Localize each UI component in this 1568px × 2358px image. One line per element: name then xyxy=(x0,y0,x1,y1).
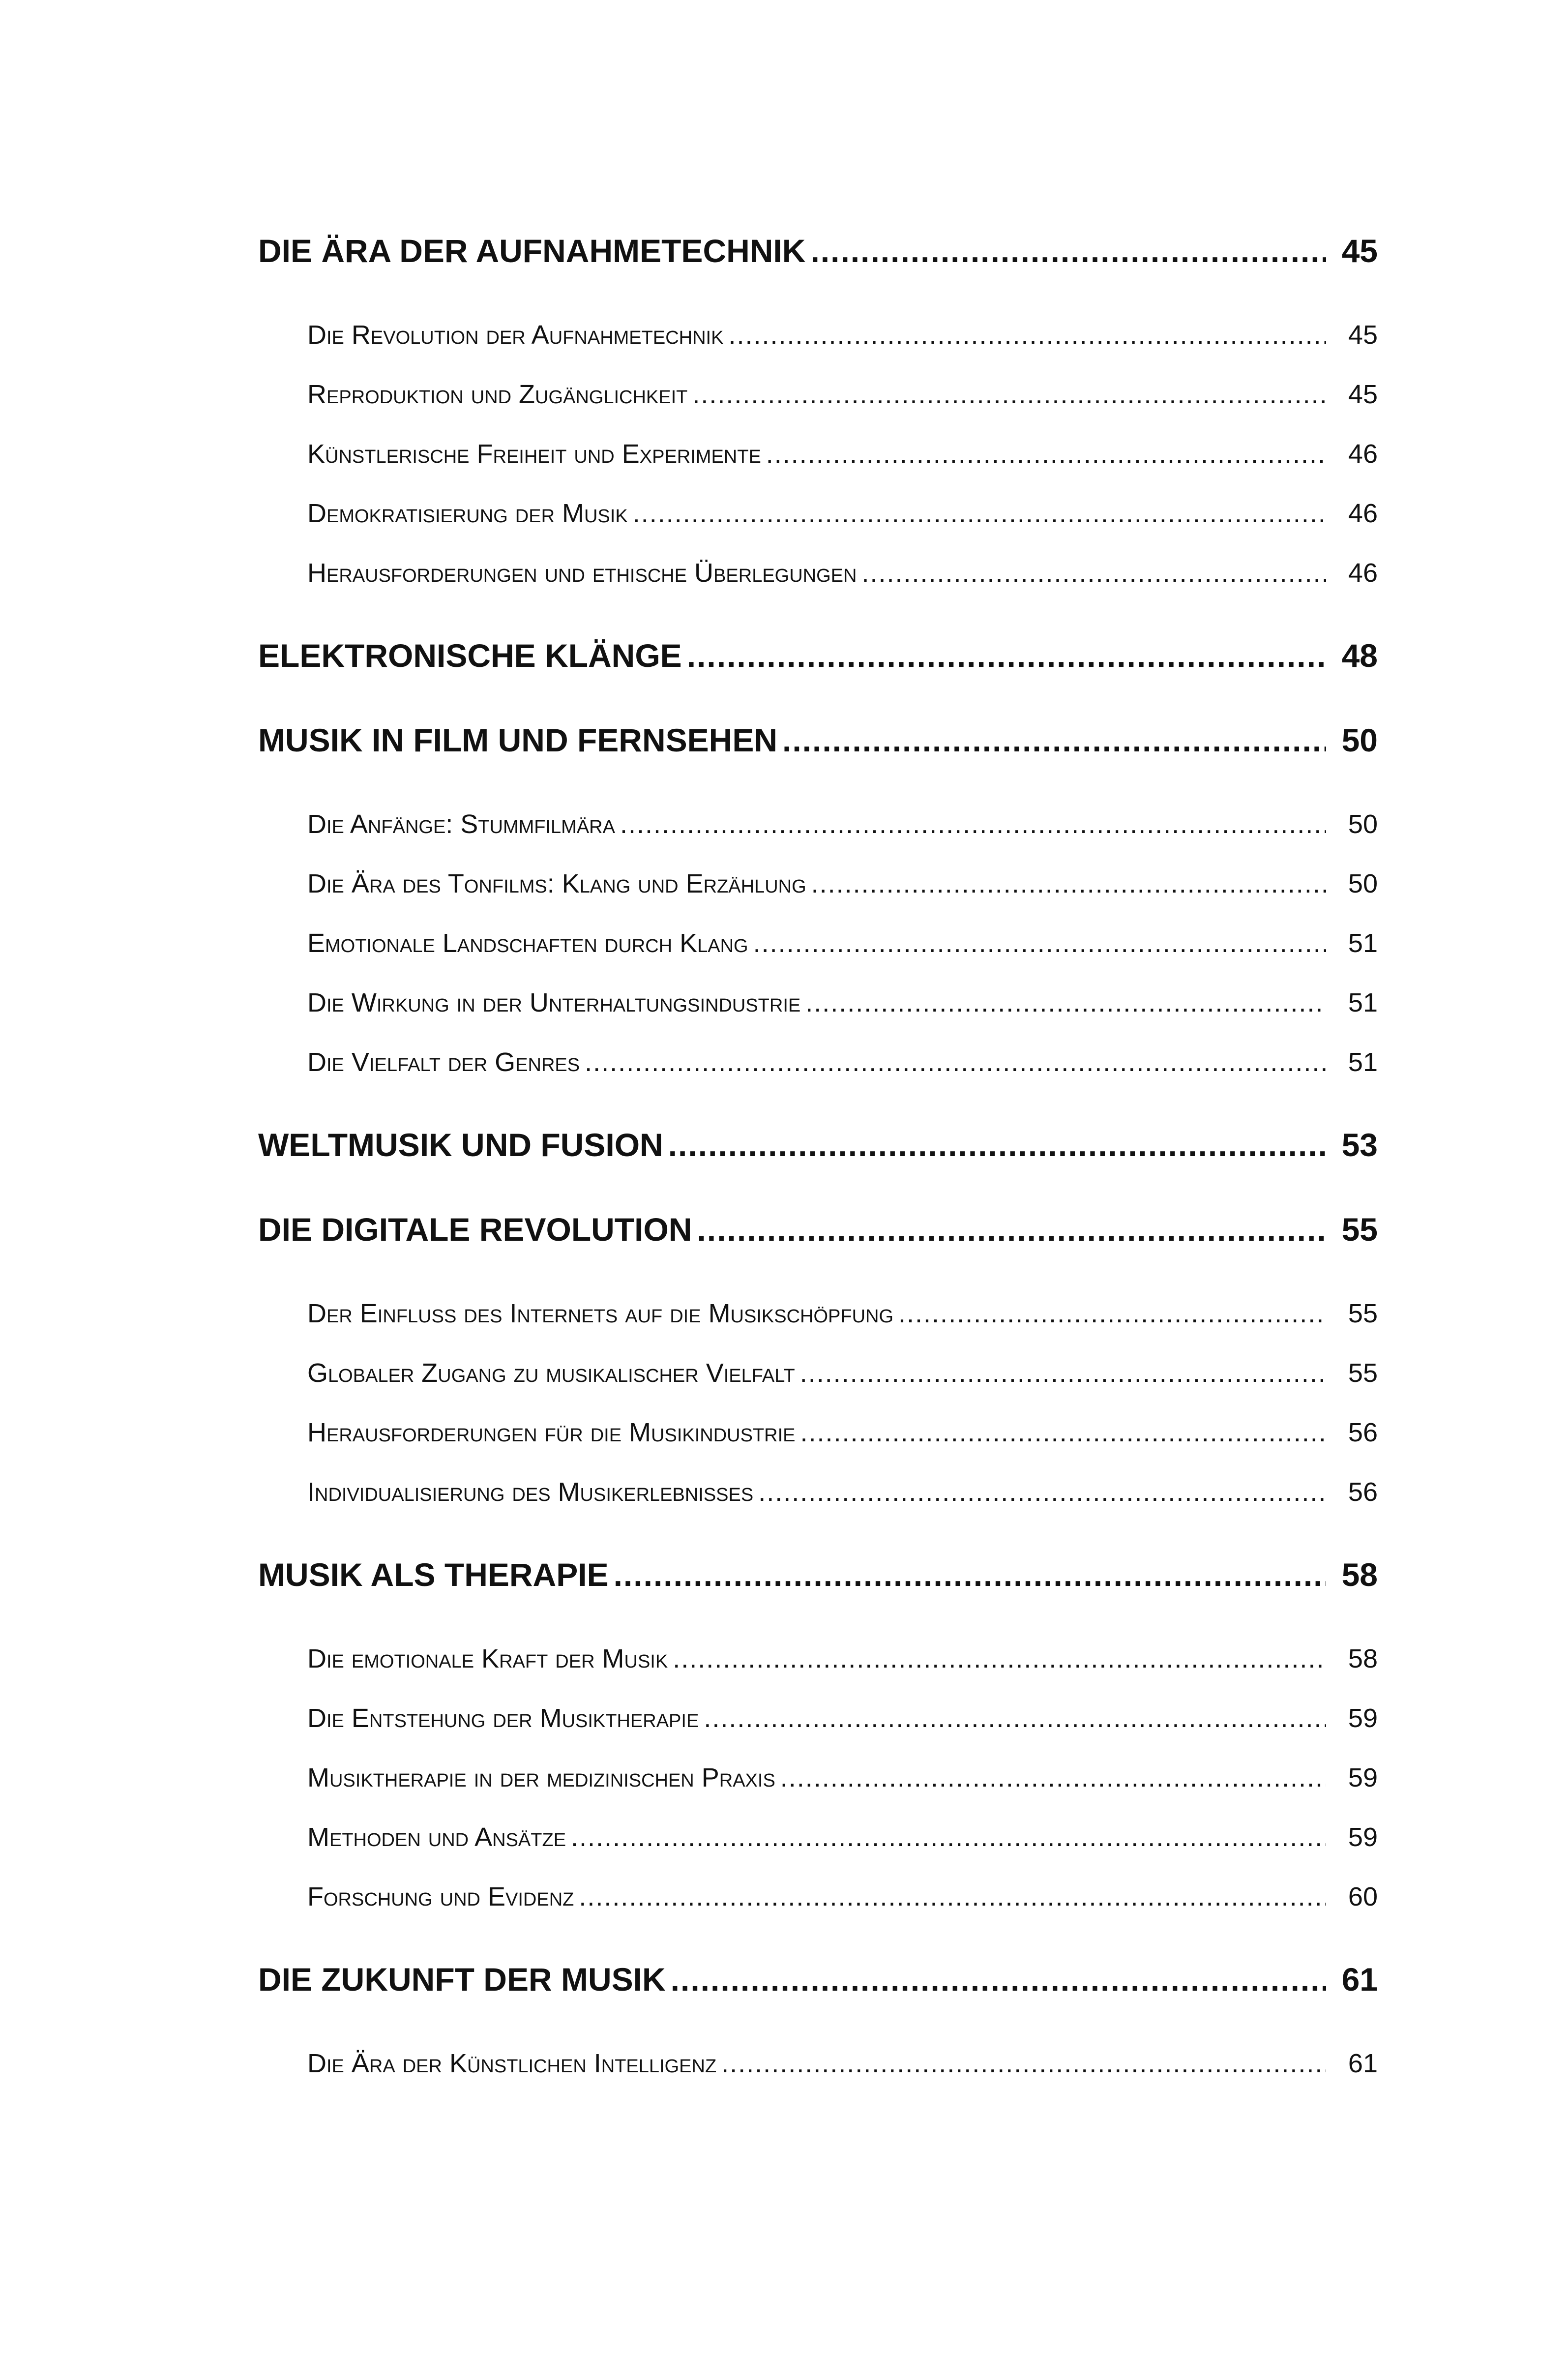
toc-entry-title: DIE ÄRA DER AUFNAHMETECHNIK xyxy=(258,233,806,269)
dot-leader xyxy=(571,1820,1326,1855)
toc-entry-page: 61 xyxy=(1341,1961,1378,1998)
toc-entry-title: Die Wirkung in der Unterhaltungsindustrie xyxy=(307,988,801,1017)
toc-entry-title: DIE DIGITALE REVOLUTION xyxy=(258,1211,692,1248)
toc-entry-title: Demokratisierung der Musik xyxy=(307,499,628,528)
dot-leader xyxy=(800,1355,1326,1391)
toc-entry-page: 45 xyxy=(1341,233,1378,269)
toc-chapter-entry xyxy=(258,1960,1378,1999)
toc-section-entry xyxy=(307,1415,1378,1450)
toc-chapter-entry xyxy=(258,636,1378,675)
toc-entry-title: Emotionale Landschaften durch Klang xyxy=(307,928,748,958)
dot-leader xyxy=(668,1125,1326,1164)
toc-entry-title: Der Einfluss des Internets auf die Musikschöpfung xyxy=(307,1299,894,1328)
toc-entry-title: Individualisierung des Musikerlebnisses xyxy=(307,1477,754,1507)
toc-entry-title: MUSIK IN FILM UND FERNSEHEN xyxy=(258,722,777,758)
toc-entry-page: 46 xyxy=(1348,439,1378,469)
toc-section-entry xyxy=(307,925,1378,961)
toc-entry-title: Die Ära der Künstlichen Intelligenz xyxy=(307,2049,717,2078)
dot-leader xyxy=(758,1474,1326,1510)
toc-entry-title: Reproduktion und Zugänglichkeit xyxy=(307,380,688,409)
toc-entry-page: 51 xyxy=(1348,928,1378,958)
dot-leader xyxy=(697,1210,1326,1249)
toc-section-entry xyxy=(307,377,1378,412)
toc-entry-page: 50 xyxy=(1341,722,1378,758)
dot-leader xyxy=(898,1296,1326,1331)
toc-chapter-entry xyxy=(258,231,1378,270)
table-of-contents xyxy=(258,231,1378,2081)
toc-section-entry xyxy=(307,1820,1378,1855)
toc-entry-page: 56 xyxy=(1348,1418,1378,1447)
toc-entry-title: Herausforderungen und ethische Überlegungen xyxy=(307,558,857,588)
toc-section-entry xyxy=(307,1474,1378,1510)
toc-entry-page: 61 xyxy=(1348,2049,1378,2078)
toc-entry-page: 50 xyxy=(1348,809,1378,839)
toc-section-entry xyxy=(307,496,1378,531)
toc-entry-title: Die Entstehung der Musiktherapie xyxy=(307,1703,699,1733)
dot-leader xyxy=(861,555,1326,591)
toc-entry-title: Die Vielfalt der Genres xyxy=(307,1047,580,1077)
dot-leader xyxy=(673,1641,1326,1676)
toc-entry-page: 56 xyxy=(1348,1477,1378,1507)
toc-section-entry xyxy=(307,1760,1378,1795)
toc-entry-page: 45 xyxy=(1348,320,1378,350)
toc-entry-title: MUSIK ALS THERAPIE xyxy=(258,1556,609,1593)
dot-leader xyxy=(671,1960,1326,1999)
toc-entry-title: Die Revolution der Aufnahmetechnik xyxy=(307,320,724,350)
dot-leader xyxy=(721,2046,1326,2081)
toc-chapter-entry xyxy=(258,1210,1378,1249)
dot-leader xyxy=(728,317,1326,353)
dot-leader xyxy=(810,231,1326,270)
toc-section-entry xyxy=(307,1045,1378,1080)
toc-section-entry xyxy=(307,806,1378,842)
toc-section-entry xyxy=(307,317,1378,353)
toc-entry-title: Musiktherapie in der medizinischen Praxis xyxy=(307,1763,775,1792)
toc-entry-title: ELEKTRONISCHE KLÄNGE xyxy=(258,637,682,674)
toc-entry-title: Die Ära des Tonfilms: Klang und Erzählung xyxy=(307,869,806,898)
toc-entry-title: DIE ZUKUNFT DER MUSIK xyxy=(258,1961,666,1998)
toc-entry-page: 58 xyxy=(1341,1556,1378,1593)
toc-entry-page: 46 xyxy=(1348,499,1378,528)
dot-leader xyxy=(811,866,1326,901)
dot-leader xyxy=(800,1415,1326,1450)
toc-entry-page: 55 xyxy=(1348,1299,1378,1328)
toc-entry-page: 59 xyxy=(1348,1763,1378,1792)
toc-entry-page: 59 xyxy=(1348,1703,1378,1733)
toc-section-entry xyxy=(307,1879,1378,1914)
dot-leader xyxy=(692,377,1326,412)
toc-entry-page: 55 xyxy=(1341,1211,1378,1248)
dot-leader xyxy=(585,1045,1326,1080)
toc-entry-page: 53 xyxy=(1341,1127,1378,1163)
toc-entry-page: 59 xyxy=(1348,1822,1378,1852)
toc-entry-title: Die emotionale Kraft der Musik xyxy=(307,1644,668,1673)
toc-section-entry xyxy=(307,555,1378,591)
toc-section-entry xyxy=(307,1296,1378,1331)
toc-entry-title: WELTMUSIK UND FUSION xyxy=(258,1127,663,1163)
toc-chapter-entry xyxy=(258,1555,1378,1594)
toc-entry-page: 60 xyxy=(1348,1882,1378,1911)
dot-leader xyxy=(782,720,1326,760)
toc-entry-title: Globaler Zugang zu musikalischer Vielfalt xyxy=(307,1358,795,1388)
toc-entry-title: Die Anfänge: Stummfilmära xyxy=(307,809,615,839)
toc-section-entry xyxy=(307,1355,1378,1391)
toc-chapter-entry xyxy=(258,720,1378,760)
toc-section-entry xyxy=(307,1701,1378,1736)
toc-entry-page: 58 xyxy=(1348,1644,1378,1673)
toc-chapter-entry xyxy=(258,1125,1378,1164)
toc-entry-title: Herausforderungen für die Musikindustrie xyxy=(307,1418,796,1447)
dot-leader xyxy=(633,496,1326,531)
toc-entry-page: 51 xyxy=(1348,988,1378,1017)
dot-leader xyxy=(614,1555,1326,1594)
toc-entry-title: Methoden und Ansätze xyxy=(307,1822,566,1852)
dot-leader xyxy=(780,1760,1326,1795)
toc-entry-page: 50 xyxy=(1348,869,1378,898)
toc-entry-title: Forschung und Evidenz xyxy=(307,1882,574,1911)
dot-leader xyxy=(687,636,1326,675)
toc-entry-page: 46 xyxy=(1348,558,1378,588)
toc-entry-page: 48 xyxy=(1341,637,1378,674)
dot-leader xyxy=(704,1701,1326,1736)
toc-entry-page: 45 xyxy=(1348,380,1378,409)
toc-entry-page: 51 xyxy=(1348,1047,1378,1077)
toc-section-entry xyxy=(307,1641,1378,1676)
toc-section-entry xyxy=(307,436,1378,472)
toc-entry-title: Künstlerische Freiheit und Experimente xyxy=(307,439,761,469)
toc-section-entry xyxy=(307,2046,1378,2081)
dot-leader xyxy=(766,436,1326,472)
toc-section-entry xyxy=(307,866,1378,901)
toc-section-entry xyxy=(307,985,1378,1020)
dot-leader xyxy=(805,985,1326,1020)
dot-leader xyxy=(753,925,1326,961)
toc-entry-page: 55 xyxy=(1348,1358,1378,1388)
dot-leader xyxy=(579,1879,1326,1914)
dot-leader xyxy=(620,806,1326,842)
